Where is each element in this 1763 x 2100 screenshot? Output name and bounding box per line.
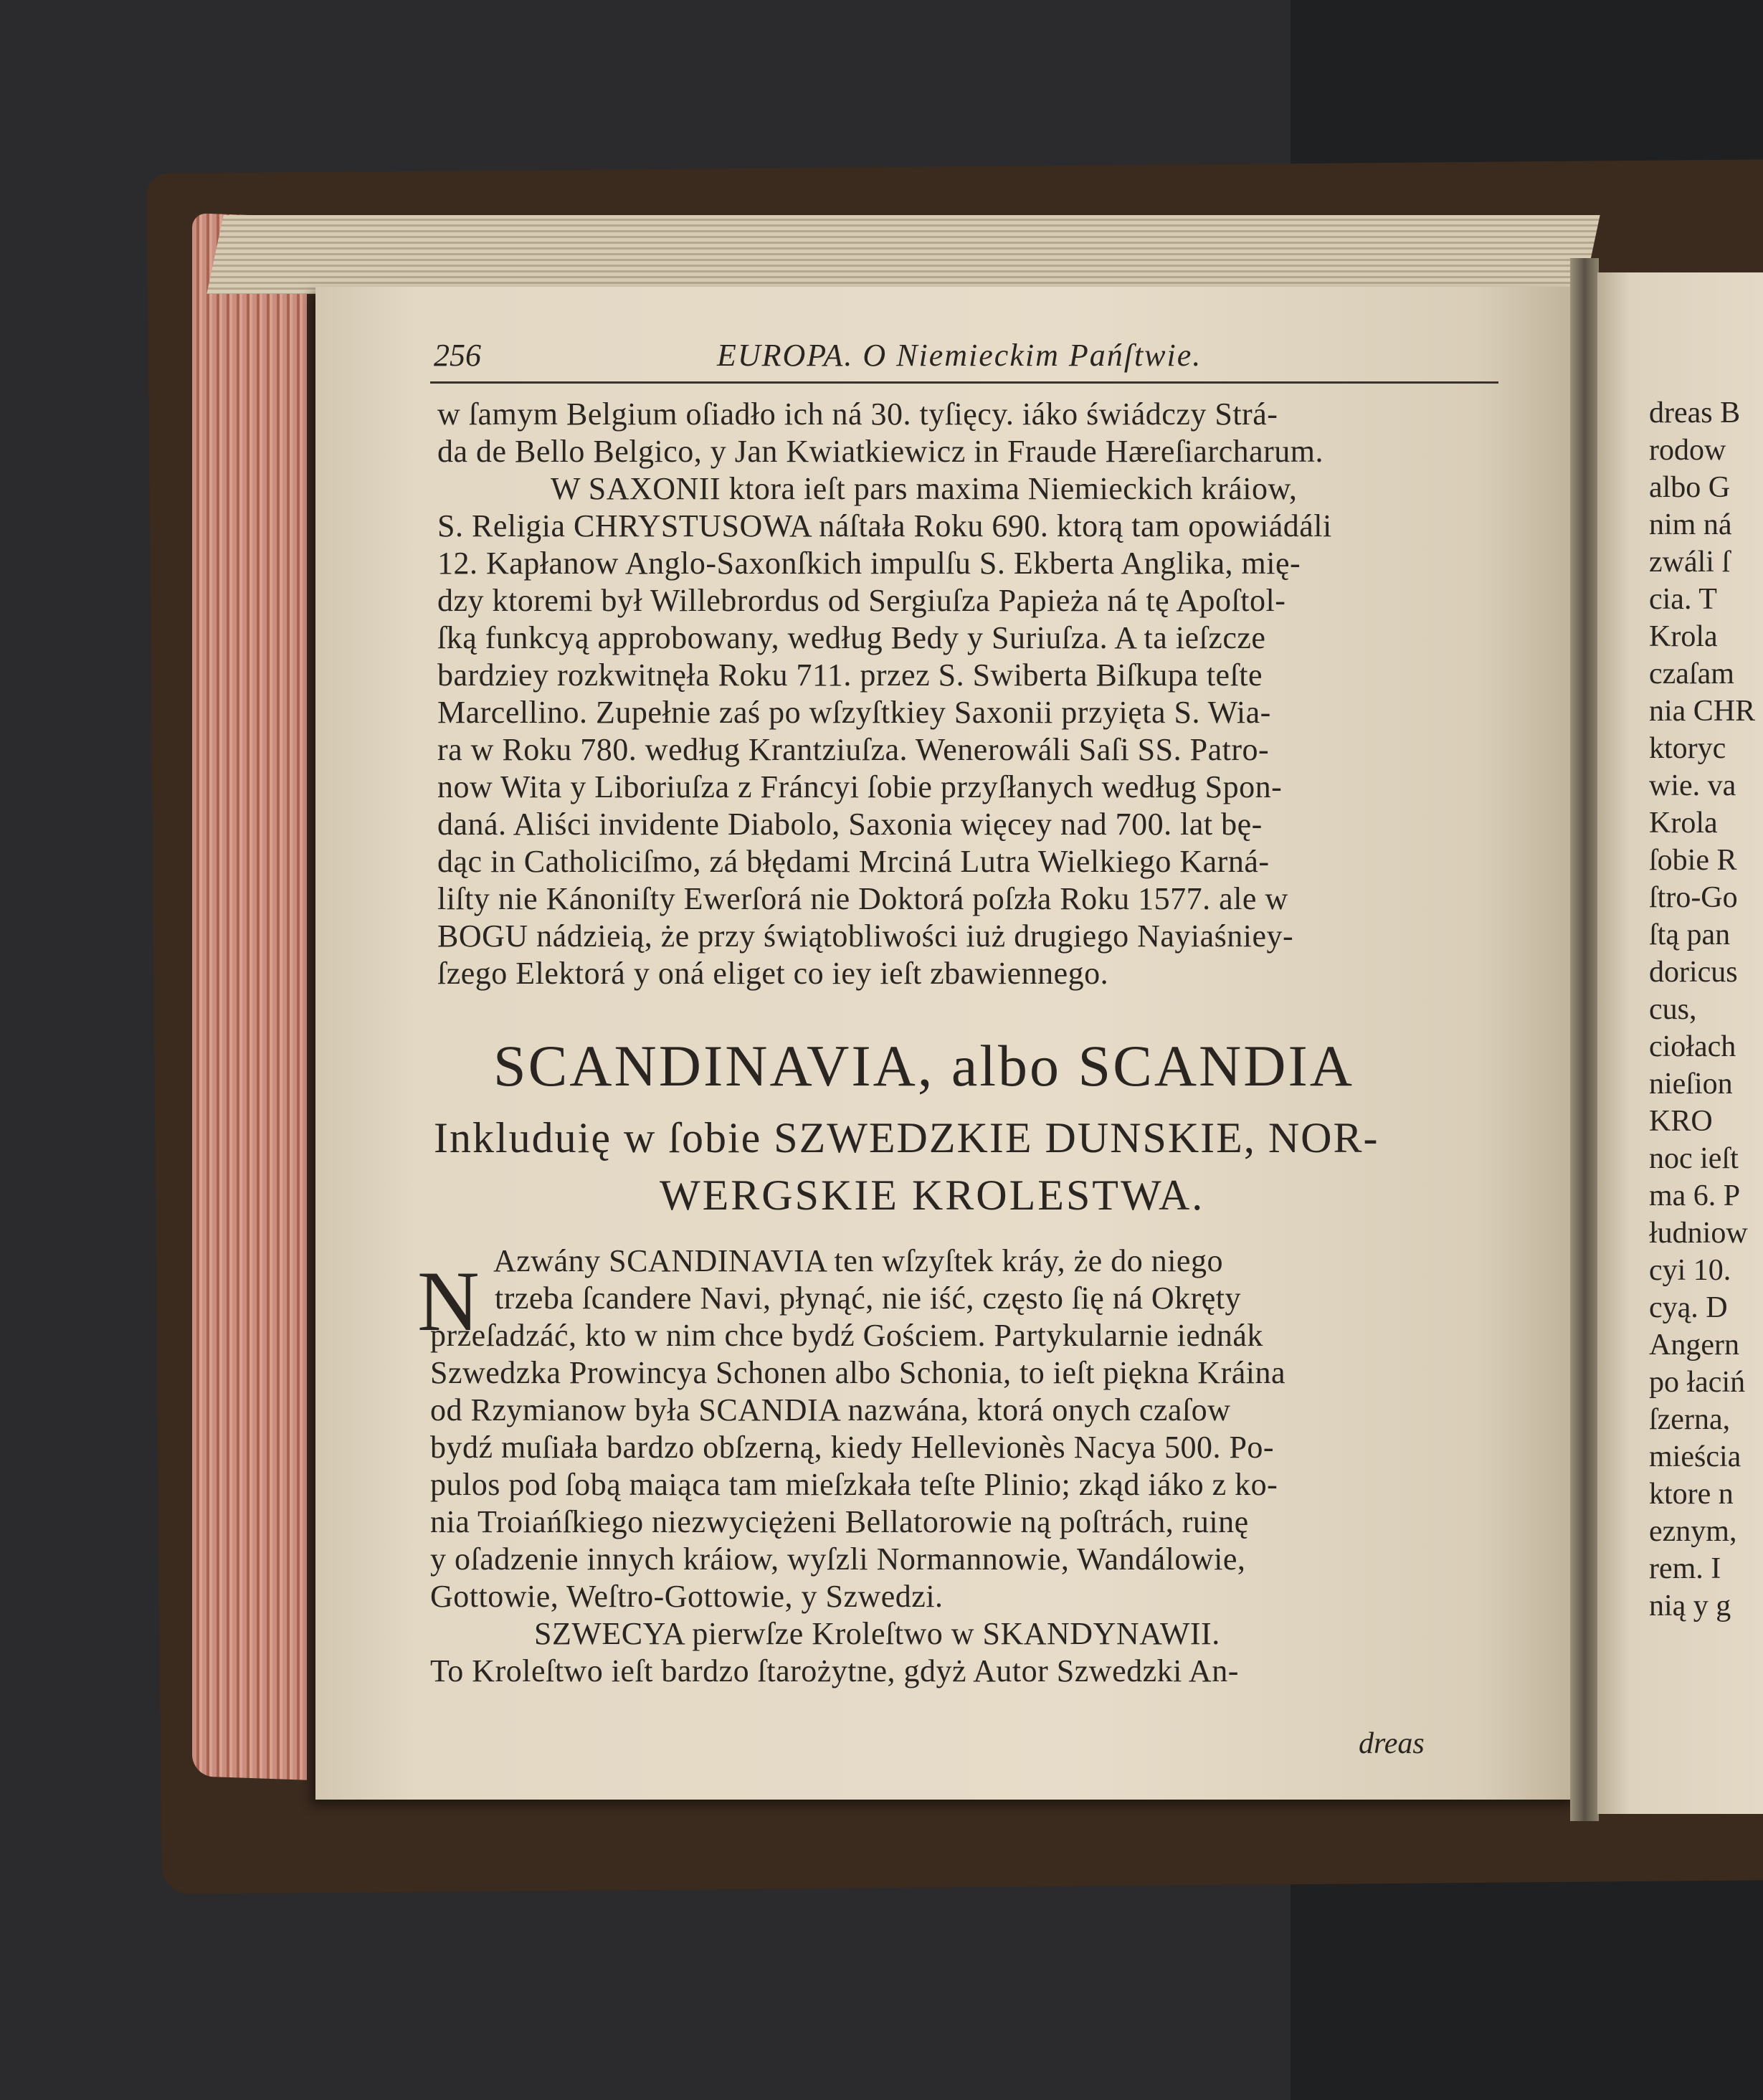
- text-line: cyą. D: [1649, 1291, 1728, 1324]
- catchword: dreas: [1359, 1727, 1425, 1760]
- text-line: KRO: [1649, 1105, 1713, 1138]
- text-line: nią y g: [1649, 1590, 1731, 1622]
- text-line: nieſion: [1649, 1068, 1733, 1101]
- text-line: Krola: [1649, 807, 1718, 840]
- text-line: da de Bello Belgico, y Jan Kwiatkiewicz in Fraude Hæreſiarcharum.: [437, 434, 1324, 469]
- text-line: wie. va: [1649, 769, 1736, 802]
- heading-subtitle-line-1: Inkluduię w ſobie SZWEDZKIE DUNSKIE, NOR-: [434, 1114, 1379, 1161]
- text-line: bardziey rozkwitnęła Roku 711. przez S. Swiberta Biſkupa teſte: [437, 657, 1263, 693]
- text-line: Gottowie, Weſtro-Gottowie, y Szwedzi.: [430, 1579, 944, 1614]
- text-line: Azwány SCANDINAVIA ten wſzyſtek kráy, że do niego: [493, 1243, 1223, 1278]
- text-line: ſką funkcyą approbowany, według Bedy y Suriuſza. A ta ieſzcze: [437, 620, 1266, 655]
- text-line: mieścia: [1649, 1440, 1741, 1473]
- text-line: daná. Aliści invidente Diabolo, Saxonia więcey nad 700. lat bę-: [437, 807, 1263, 842]
- text-line: Marcellino. Zupełnie zaś po wſzyſtkiey Saxonii przyięta S. Wia-: [437, 695, 1271, 730]
- text-line: pulos pod ſobą maiąca tam mieſzkała teſte Plinio; zkąd iáko z ko-: [430, 1467, 1278, 1502]
- text-line: trzeba ſcandere Navi, płynąć, nie iść, często ſię ná Okręty: [495, 1281, 1242, 1316]
- text-line: rem. I: [1649, 1552, 1721, 1585]
- text-line: ſzego Elektorá y oná eliget co iey ieſt zbawiennego.: [437, 956, 1109, 991]
- text-line: przeſadzáć, kto w nim chce bydź Gościem. Partykularnie iednák: [430, 1318, 1263, 1353]
- book-top-edge: [206, 215, 1600, 294]
- text-line: Szwedzka Prowincya Schonen albo Schonia, to ieſt piękna Kráina: [430, 1355, 1286, 1390]
- text-line: ra w Roku 780. według Krantziuſza. Wenerowáli Saſi SS. Patro-: [437, 732, 1270, 767]
- text-line: czaſam: [1649, 657, 1734, 690]
- book-gutter: [1570, 258, 1599, 1821]
- text-line: Angern: [1649, 1329, 1739, 1362]
- text-line: ſzerna,: [1649, 1403, 1731, 1436]
- text-line: BOGU nádzieią, że przy świątobliwości iuż drugiego Nayiaśniey-: [437, 918, 1294, 954]
- text-line: nia CHR: [1649, 695, 1756, 728]
- text-line: po łaciń: [1649, 1366, 1746, 1399]
- text-line: od Rzymianow była SCANDIA nazwána, ktorá onych czaſow: [430, 1392, 1231, 1427]
- text-line: dzy ktoremi był Willebrordus od Sergiuſza Papieża ná tę Apoſtol-: [437, 583, 1286, 618]
- heading-subtitle-line-2: WERGSKIE KROLESTWA.: [660, 1172, 1205, 1219]
- text-line: noc ieſt: [1649, 1142, 1739, 1175]
- text-line: S. Religia CHRYSTUSOWA náſtała Roku 690. ktorą tam opowiádáli: [437, 508, 1332, 543]
- text-line: ciołach: [1649, 1030, 1736, 1063]
- book-fore-edge: [192, 213, 307, 1780]
- text-line: nim ná: [1649, 508, 1732, 541]
- text-line: w ſamym Belgium oſiadło ich ná 30. tyſięcy. iáko świádczy Strá-: [437, 396, 1278, 432]
- text-line: ktore n: [1649, 1478, 1734, 1511]
- page-number: 256: [434, 338, 481, 373]
- text-line: ſobie R: [1649, 844, 1737, 877]
- text-line: To Kroleſtwo ieſt bardzo ſtarożytne, gdyż Autor Szwedzki An-: [430, 1653, 1239, 1688]
- drop-capital: N: [417, 1253, 480, 1349]
- text-line: łudniow: [1649, 1217, 1748, 1250]
- text-line: eznym,: [1649, 1515, 1737, 1548]
- text-line: W SAXONII ktora ieſt pars maxima Niemieckich kráiow,: [551, 471, 1298, 506]
- text-line: zwáli ſ: [1649, 546, 1731, 579]
- text-line: cia. T: [1649, 583, 1717, 616]
- text-line: ktoryc: [1649, 732, 1726, 765]
- text-line: Krola: [1649, 620, 1718, 653]
- running-head: EUROPA. O Niemieckim Pańſtwie.: [717, 338, 1202, 373]
- text-line: ma 6. P: [1649, 1179, 1741, 1212]
- text-line: SZWECYA pierwſze Kroleſtwo w SKANDYNAWII.: [534, 1616, 1220, 1651]
- text-line: albo G: [1649, 471, 1731, 504]
- text-line: rodow: [1649, 434, 1726, 467]
- text-line: now Wita y Liboriuſza z Fráncyi ſobie przyſłanych według Spon-: [437, 769, 1283, 804]
- text-line: cus,: [1649, 993, 1697, 1026]
- text-line: doricus: [1649, 956, 1738, 989]
- text-line: cyi 10.: [1649, 1254, 1731, 1287]
- text-line: dąc in Catholiciſmo, zá błędami Mrciná Lutra Wielkiego Karná-: [437, 844, 1270, 879]
- heading-scandinavia: SCANDINAVIA, albo SCANDIA: [493, 1033, 1355, 1098]
- text-line: ſtro-Go: [1649, 881, 1738, 914]
- text-line: liſty nie Kánoniſty Ewerſorá nie Doktorá poſzła Roku 1577. ale w: [437, 881, 1288, 916]
- text-line: ſtą pan: [1649, 918, 1731, 951]
- text-line: 12. Kapłanow Anglo-Saxonſkich impulſu S. Ekberta Anglika, mię-: [437, 546, 1301, 581]
- text-line: bydź muſiała bardzo obſzerną, kiedy Hellevionès Nacya 500. Po-: [430, 1430, 1275, 1465]
- text-line: y oſadzenie innych kráiow, wyſzli Normannowie, Wandálowie,: [430, 1541, 1246, 1577]
- header-rule: [430, 381, 1498, 384]
- text-line: nia Troiańſkiego niezwyciężeni Bellatorowie ną poſtrách, ruinę: [430, 1504, 1249, 1539]
- text-line: dreas B: [1649, 396, 1741, 429]
